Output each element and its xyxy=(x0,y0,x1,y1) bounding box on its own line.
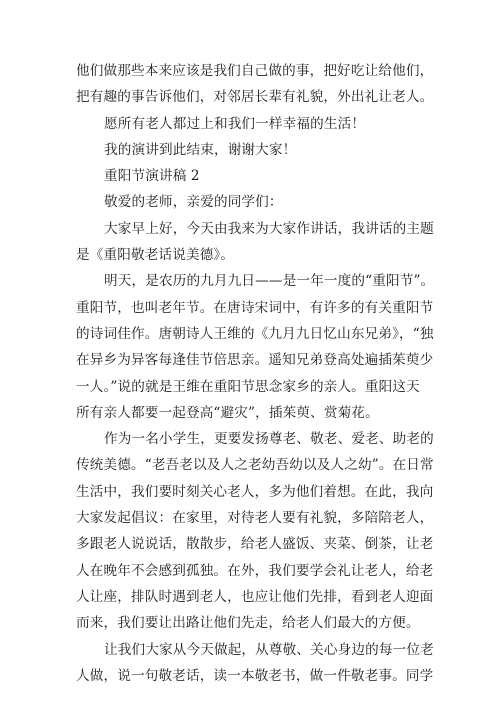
text-line: 我的演讲到此结束，谢谢大家！ xyxy=(104,141,297,158)
text-line: 生活中，我们要时刻关心老人，多为他们着想。在此，我向 xyxy=(76,483,434,500)
text-line: 一人。”说的就是王维在重阳节思念家乡的亲人。重阳这天 xyxy=(76,378,420,395)
text-line: 是《重阳敬老话说美德》。 xyxy=(76,247,235,264)
text-line: 多跟老人说说话，散散步，给老人盛饭、夹菜、倒茶，让老 xyxy=(76,536,434,553)
text-line: 的诗词佳作。唐朝诗人王维的《九月九日忆山东兄弟》，“独 xyxy=(76,325,434,342)
text-line: 敬爱的老师，亲爱的同学们： xyxy=(104,194,283,211)
text-line: 明天，是农历的九月九日——是一年一度的“重阳节”。 xyxy=(104,273,435,290)
text-line: 大家早上好，今天由我来为大家作讲话，我讲话的主题 xyxy=(104,220,434,237)
text-line: 而来，我们要让出路让他们先走，给老人们最大的方便。 xyxy=(76,615,420,632)
text-line: 重阳节演讲稿 2 xyxy=(104,168,200,185)
text-line: 人让座，排队时遇到老人，也应让他们先排，看到老人迎面 xyxy=(76,588,434,605)
text-line: 让我们大家从今天做起，从尊敬、关心身边的每一位老 xyxy=(104,641,434,658)
text-line: 重阳节，也叫老年节。在唐诗宋词中，有许多的有关重阳节 xyxy=(76,299,434,316)
text-line: 人做，说一句敬老话，读一本敬老书，做一件敬老事。同学 xyxy=(76,667,434,684)
text-line: 把有趣的事告诉他们，对邻居长辈有礼貌，外出礼让老人。 xyxy=(76,89,434,106)
text-line: 作为一名小学生，更要发扬尊老、敬老、爱老、助老的 xyxy=(104,431,434,448)
text-line: 大家发起倡议：在家里，对待老人要有礼貌，多陪陪老人， xyxy=(76,510,434,527)
text-line: 所有亲人都要一起登高“避灾”，插茱萸、赏菊花。 xyxy=(76,404,379,421)
text-line: 他们做那些本来应该是我们自己做的事，把好吃让给他们， xyxy=(76,63,434,79)
document-body xyxy=(76,58,438,689)
text-line: 愿所有老人都过上和我们一样幸福的生活！ xyxy=(104,115,366,132)
text-line: 传统美德。“老吾老以及人之老幼吾幼以及人之幼”。在日常 xyxy=(76,457,434,474)
text-line: 在异乡为异客每逢佳节倍思亲。遥知兄弟登高处遍插茱萸少 xyxy=(76,352,434,369)
text-line: 人在晚年不会感到孤独。在外，我们要学会礼让老人，给老 xyxy=(76,562,434,579)
